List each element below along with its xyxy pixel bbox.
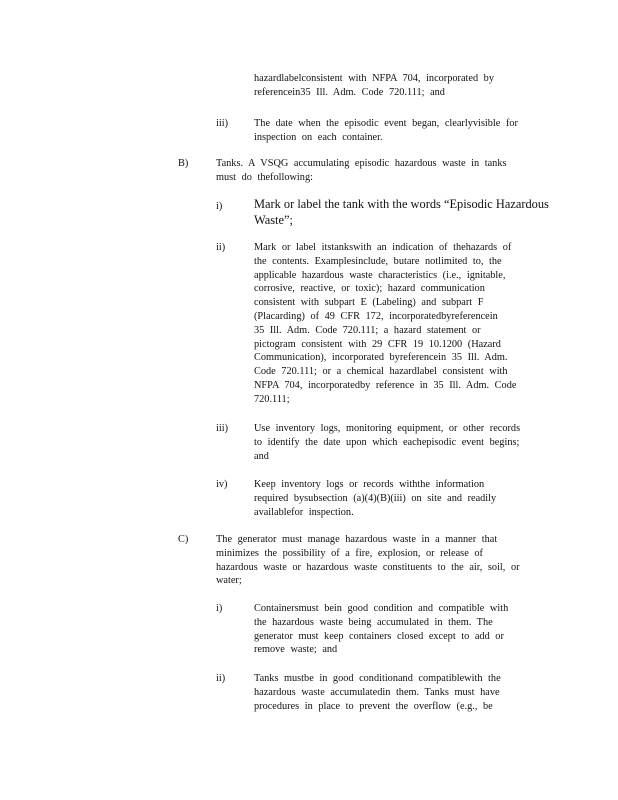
text-line: remove waste; and bbox=[254, 644, 338, 656]
text-line: 720.111; bbox=[254, 393, 290, 405]
text-line: NFPA 704, incorporatedby reference in 35 Ill. Adm. Code bbox=[254, 379, 517, 391]
section-heading-text bbox=[216, 157, 556, 185]
list-marker: ii) bbox=[216, 242, 226, 253]
text-line: the contents. Examplesinclude, butare notlimited to, the bbox=[254, 255, 502, 267]
list-marker: i) bbox=[216, 201, 223, 212]
paragraph-fragment bbox=[254, 72, 554, 100]
text-line: Keep inventory logs or records withthe information bbox=[254, 479, 485, 490]
list-item-text bbox=[254, 241, 554, 407]
text-line: Use inventory logs, monitoring equipment, or other records bbox=[254, 423, 521, 434]
text-line: Mark or label itstankswith an indication of thehazards of bbox=[254, 242, 512, 253]
text-line: inspection on each container. bbox=[254, 131, 383, 143]
text-line: hazardlabelconsistent with NFPA 704, incorporated by bbox=[254, 73, 494, 84]
text-line: and bbox=[254, 450, 269, 462]
text-line: must do thefollowing: bbox=[216, 171, 313, 183]
text-line: Code 720.111; or a chemical hazardlabel consistent with bbox=[254, 366, 508, 378]
text-line: the hazardous waste being accumulated in them. The bbox=[254, 616, 493, 628]
list-item-text bbox=[254, 197, 554, 228]
text-line: water; bbox=[216, 575, 242, 587]
text-line: corrosive, reactive, or toxic); hazard communication bbox=[254, 283, 485, 295]
text-line: Waste”; bbox=[254, 212, 293, 227]
list-item-text bbox=[254, 602, 554, 657]
text-line: Tanks mustbe in good conditionand compatiblewith the bbox=[254, 673, 501, 684]
text-line: Containersmust bein good condition and compatible with bbox=[254, 603, 509, 614]
list-item-text bbox=[254, 117, 554, 145]
section-marker: C) bbox=[178, 534, 189, 545]
text-line: consistent with subpart E (Labeling) and subpart F bbox=[254, 297, 484, 309]
list-item-text bbox=[254, 672, 554, 713]
list-marker: iv) bbox=[216, 479, 228, 490]
text-line: availablefor inspection. bbox=[254, 506, 354, 518]
text-line: generator must keep containers closed except to add or bbox=[254, 630, 504, 642]
text-line: hazardous waste accumulatedin them. Tanks must have bbox=[254, 686, 500, 698]
text-line: Communication), incorporated byreferencein 35 Ill. Adm. bbox=[254, 352, 508, 364]
text-line: required bysubsection (a)(4)(B)(iii) on site and readily bbox=[254, 492, 497, 504]
text-line: (Placarding) of 49 CFR 172, incorporatedbyreferencein bbox=[254, 310, 498, 322]
text-line: Tanks. A VSQG accumulating episodic hazardous waste in tanks bbox=[216, 158, 507, 169]
text-line: applicable hazardous waste characteristics (i.e., ignitable, bbox=[254, 269, 506, 281]
text-line: Mark or label the tank with the words “Episodic Hazardous bbox=[254, 197, 549, 211]
text-line: The generator must manage hazardous waste in a manner that bbox=[216, 534, 498, 545]
list-marker: iii) bbox=[216, 118, 229, 129]
list-marker: i) bbox=[216, 603, 223, 614]
list-marker: ii) bbox=[216, 673, 226, 684]
text-line: 35 Ill. Adm. Code 720.111; a hazard statement or bbox=[254, 324, 481, 336]
section-heading-text bbox=[216, 533, 556, 588]
text-line: hazardous waste or hazardous waste constituents to the air, soil, or bbox=[216, 561, 520, 573]
text-line: procedures in place to prevent the overflow (e.g., be bbox=[254, 700, 493, 712]
text-line: The date when the episodic event began, clearlyvisible for bbox=[254, 118, 518, 129]
section-marker: B) bbox=[178, 158, 189, 169]
list-item-text bbox=[254, 422, 554, 463]
text-line: minimizes the possibility of a fire, explosion, or release of bbox=[216, 547, 483, 559]
text-line: to identify the date upon which eachepisodic event begins; bbox=[254, 436, 520, 448]
text-line: referencein35 Ill. Adm. Code 720.111; and bbox=[254, 86, 445, 98]
list-marker: iii) bbox=[216, 423, 229, 434]
list-item-text bbox=[254, 478, 554, 519]
text-line: pictogram consistent with 29 CFR 19 10.1200 (Hazard bbox=[254, 338, 501, 350]
